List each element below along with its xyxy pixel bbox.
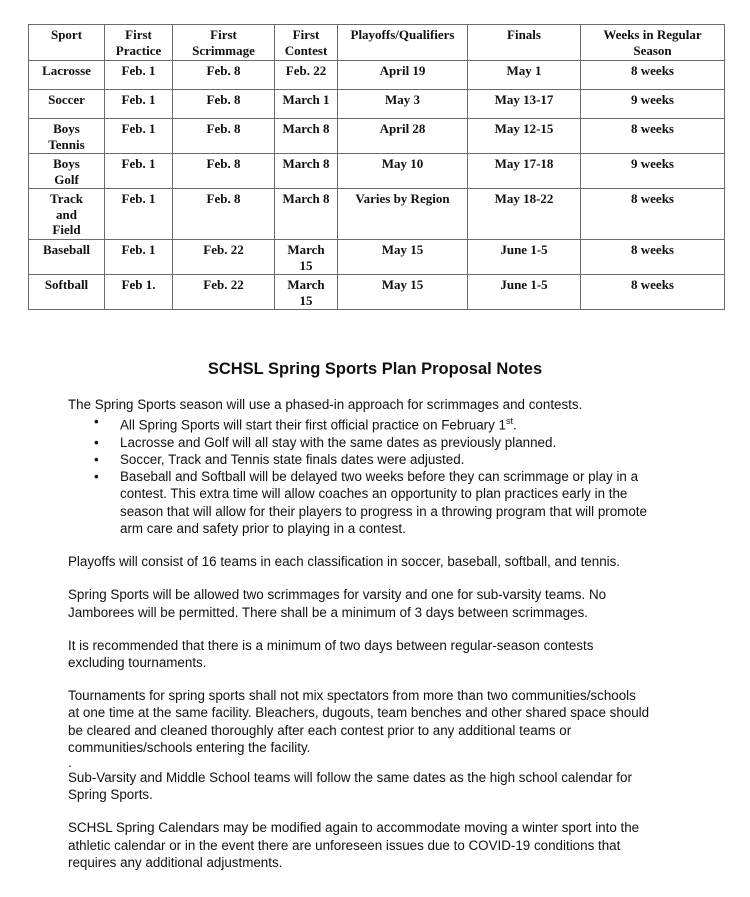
cell-weeks: [581, 240, 725, 275]
text-line: May 12-15: [494, 121, 554, 136]
table-header-row: [29, 25, 725, 61]
text-line: season that will allow for their players to progress in a throwing program that will promote: [120, 503, 647, 519]
cell-weeks: [581, 90, 725, 119]
note-paragraph: [68, 769, 688, 803]
text-line: and: [56, 206, 77, 222]
ordinal-suffix: st: [506, 416, 514, 427]
header-line: Contest: [284, 42, 328, 58]
cell-sport: [29, 240, 105, 275]
header-line: Practice: [115, 42, 162, 58]
text-line: May 17-18: [494, 156, 554, 171]
cell-first-practice: [105, 240, 173, 275]
header-line: First: [292, 27, 320, 42]
cell-first-practice: [105, 154, 173, 189]
cell-first-practice: [105, 90, 173, 119]
bullet-item: [94, 451, 688, 468]
note-paragraph: [68, 586, 688, 620]
cell-first-contest: [275, 90, 338, 119]
text-line: 9 weeks: [631, 156, 674, 171]
text-line: Boys: [53, 121, 80, 136]
cell-finals: [468, 275, 581, 310]
text-line: March: [287, 277, 325, 292]
header-sport: [29, 25, 105, 61]
cell-sport: [29, 119, 105, 154]
notes-title: SCHSL Spring Sports Plan Proposal Notes: [207, 360, 543, 378]
cell-sport: [29, 189, 105, 240]
text-line: Feb. 8: [206, 156, 241, 171]
cell-playoffs: [338, 275, 468, 310]
header-first-practice: [105, 25, 173, 61]
text-line: June 1-5: [500, 242, 548, 257]
table-row: [29, 275, 725, 310]
header-line: First: [210, 27, 237, 42]
cell-first-scrimmage: [173, 189, 275, 240]
text-line: Feb. 22: [203, 242, 244, 257]
text-line: Sub-Varsity and Middle School teams will follow the same dates as the high school calendar for: [68, 769, 632, 785]
text-line: Track: [50, 191, 83, 206]
cell-first-scrimmage: [173, 90, 275, 119]
text-line: April 19: [379, 63, 426, 78]
text-line: requires any additional adjustments.: [68, 854, 283, 870]
cell-first-scrimmage: [173, 240, 275, 275]
header-weeks: [581, 25, 725, 61]
header-line: Season: [633, 42, 672, 58]
text-line: Baseball: [43, 242, 90, 257]
text-line: May 13-17: [494, 92, 554, 107]
text-line: March 8: [282, 156, 330, 171]
bullet-icon: •: [94, 452, 99, 468]
paragraphs: [68, 537, 688, 871]
text-line: 9 weeks: [631, 92, 674, 107]
text-line: Soccer, Track and Tennis state finals dates were adjusted.: [120, 452, 465, 468]
cell-playoffs: [338, 189, 468, 240]
text-line: Spring Sports.: [68, 787, 153, 803]
cell-sport: [29, 61, 105, 90]
text-line: Feb. 8: [206, 92, 241, 107]
note-paragraph: [68, 819, 688, 871]
schedule-table: [28, 24, 725, 310]
cell-weeks: [581, 154, 725, 189]
bullet-item: [94, 413, 688, 434]
cell-first-contest: [275, 189, 338, 240]
cell-first-scrimmage: [173, 154, 275, 189]
text-line: Boys: [53, 156, 80, 171]
text-line: Varies by Region: [355, 191, 450, 206]
text-line: 8 weeks: [631, 63, 674, 78]
header-line: Playoffs/Qualifiers: [350, 27, 455, 42]
cell-first-practice: [105, 119, 173, 154]
cell-playoffs: [338, 119, 468, 154]
text-line: May 18-22: [494, 191, 554, 206]
cell-finals: [468, 90, 581, 119]
table-row: [29, 90, 725, 119]
text-line: Feb. 1: [121, 63, 156, 78]
text-line: athletic calendar or in the event there are unforeseen issues due to COVID-19 conditions that: [68, 837, 621, 853]
text-line: Lacrosse and Golf will all stay with the same dates as previously planned.: [120, 434, 557, 450]
table-row: [29, 154, 725, 189]
header-line: Scrimmage: [192, 42, 255, 58]
text-line: arm care and safety prior to playing in a contest.: [120, 520, 406, 536]
table-row: [29, 240, 725, 275]
header-line: Sport: [50, 27, 83, 42]
text-line: Feb 1.: [121, 277, 156, 292]
bullet-icon: •: [94, 414, 99, 430]
stray-mark: .: [68, 754, 72, 770]
text-line: 15: [299, 292, 313, 308]
text-line: Golf: [54, 171, 79, 187]
cell-sport: [29, 275, 105, 310]
text-line: May 1: [506, 63, 542, 78]
table-row: [29, 61, 725, 90]
header-first-contest: [275, 25, 338, 61]
text-line: June 1-5: [500, 277, 548, 292]
text-tail: .: [513, 417, 517, 433]
text-line: Feb. 1: [121, 121, 156, 136]
cell-first-contest: [275, 61, 338, 90]
cell-first-contest: [275, 240, 338, 275]
header-first-scrimmage: [173, 25, 275, 61]
text-line: 8 weeks: [631, 277, 674, 292]
text-line: Feb. 8: [206, 63, 241, 78]
text-line: Feb. 1: [121, 92, 156, 107]
text-line: Feb. 22: [203, 277, 244, 292]
header-playoffs: [338, 25, 468, 61]
text-line: May 3: [384, 92, 421, 107]
text-line: Field: [52, 222, 81, 237]
header-line: Finals: [507, 27, 541, 42]
cell-finals: [468, 61, 581, 90]
text-line: be cleared and cleaned thoroughly after each contest prior to any additional teams or: [68, 722, 572, 738]
cell-playoffs: [338, 61, 468, 90]
cell-first-practice: [105, 189, 173, 240]
text-line: March 1: [282, 92, 330, 107]
cell-first-contest: [275, 275, 338, 310]
text-line: May 10: [381, 156, 424, 171]
intro-paragraph: The Spring Sports season will use a phased-in approach for scrimmages and contests.: [68, 397, 583, 412]
cell-first-scrimmage: [173, 119, 275, 154]
text-line: Feb. 1: [121, 242, 156, 257]
cell-first-practice: [105, 275, 173, 310]
notes-section: [68, 396, 688, 871]
header-line: Weeks in Regular: [603, 27, 702, 42]
text-line: excluding tournaments.: [68, 654, 207, 670]
text-line: Playoffs will consist of 16 teams in each classification in soccer, baseball, softball, and tennis.: [68, 554, 621, 570]
cell-sport: [29, 154, 105, 189]
text-line: All Spring Sports will start their first official practice on February 1: [120, 417, 506, 433]
text-line: Softball: [44, 277, 89, 292]
text-line: Feb. 1: [121, 191, 156, 206]
text-line: Feb. 1: [121, 156, 156, 171]
cell-first-contest: [275, 119, 338, 154]
text-line: Lacrosse: [42, 63, 91, 78]
text-line: 15: [299, 257, 313, 273]
cell-first-scrimmage: [173, 61, 275, 90]
cell-playoffs: [338, 240, 468, 275]
cell-playoffs: [338, 154, 468, 189]
cell-finals: [468, 154, 581, 189]
bullet-item: [94, 434, 688, 451]
text-line: Feb. 22: [285, 63, 327, 78]
text-line: 8 weeks: [631, 242, 674, 257]
text-line: March 8: [282, 121, 330, 136]
text-line: Jamborees will be permitted. There shall be a minimum of 3 days between scrimmages.: [68, 604, 588, 620]
text-line: Soccer: [48, 92, 85, 107]
bullet-icon: •: [94, 469, 99, 485]
text-line: April 28: [379, 121, 426, 136]
cell-finals: [468, 240, 581, 275]
text-line: It is recommended that there is a minimum of two days between regular-season contests: [68, 637, 594, 653]
header-line: First: [125, 27, 152, 42]
table-row: [29, 189, 725, 240]
bullet-icon: •: [94, 434, 99, 450]
table-body: [29, 61, 725, 310]
note-paragraph: [68, 553, 688, 570]
text-line: Spring Sports will be allowed two scrimmages for varsity and one for sub-varsity teams. No: [68, 587, 607, 603]
text-line: SCHSL Spring Calendars may be modified again to accommodate moving a winter sport into the: [68, 820, 640, 836]
cell-sport: [29, 90, 105, 119]
text-line: communities/schools entering the facility.: [68, 739, 311, 755]
text-line: March 8: [282, 191, 330, 206]
text-line: at one time at the same facility. Bleachers, dugouts, team benches and other shared space should: [68, 705, 650, 721]
header-finals: [468, 25, 581, 61]
cell-weeks: [581, 61, 725, 90]
note-paragraph: [68, 637, 688, 671]
text-line: 8 weeks: [631, 191, 674, 206]
text-line: Feb. 8: [206, 191, 241, 206]
cell-weeks: [581, 189, 725, 240]
table-row: [29, 119, 725, 154]
cell-first-practice: [105, 61, 173, 90]
note-paragraph: [68, 687, 688, 756]
bullet-list: [68, 413, 688, 537]
text-line: May 15: [381, 277, 424, 292]
bullet-item: [94, 468, 688, 537]
text-line: Tournaments for spring sports shall not mix spectators from more than two communities/schools: [68, 688, 636, 704]
text-line: Feb. 8: [206, 121, 241, 136]
text-line: 8 weeks: [631, 121, 674, 136]
text-line: contest. This extra time will allow coaches an opportunity to plan practices early in the: [120, 486, 628, 502]
cell-playoffs: [338, 90, 468, 119]
cell-finals: [468, 189, 581, 240]
text-line: Baseball and Softball will be delayed two weeks before they can scrimmage or play in a: [120, 469, 639, 485]
text-line: May 15: [381, 242, 424, 257]
cell-first-contest: [275, 154, 338, 189]
cell-weeks: [581, 275, 725, 310]
cell-first-scrimmage: [173, 275, 275, 310]
cell-finals: [468, 119, 581, 154]
cell-weeks: [581, 119, 725, 154]
text-line: March: [287, 242, 325, 257]
text-line: Tennis: [48, 136, 85, 152]
